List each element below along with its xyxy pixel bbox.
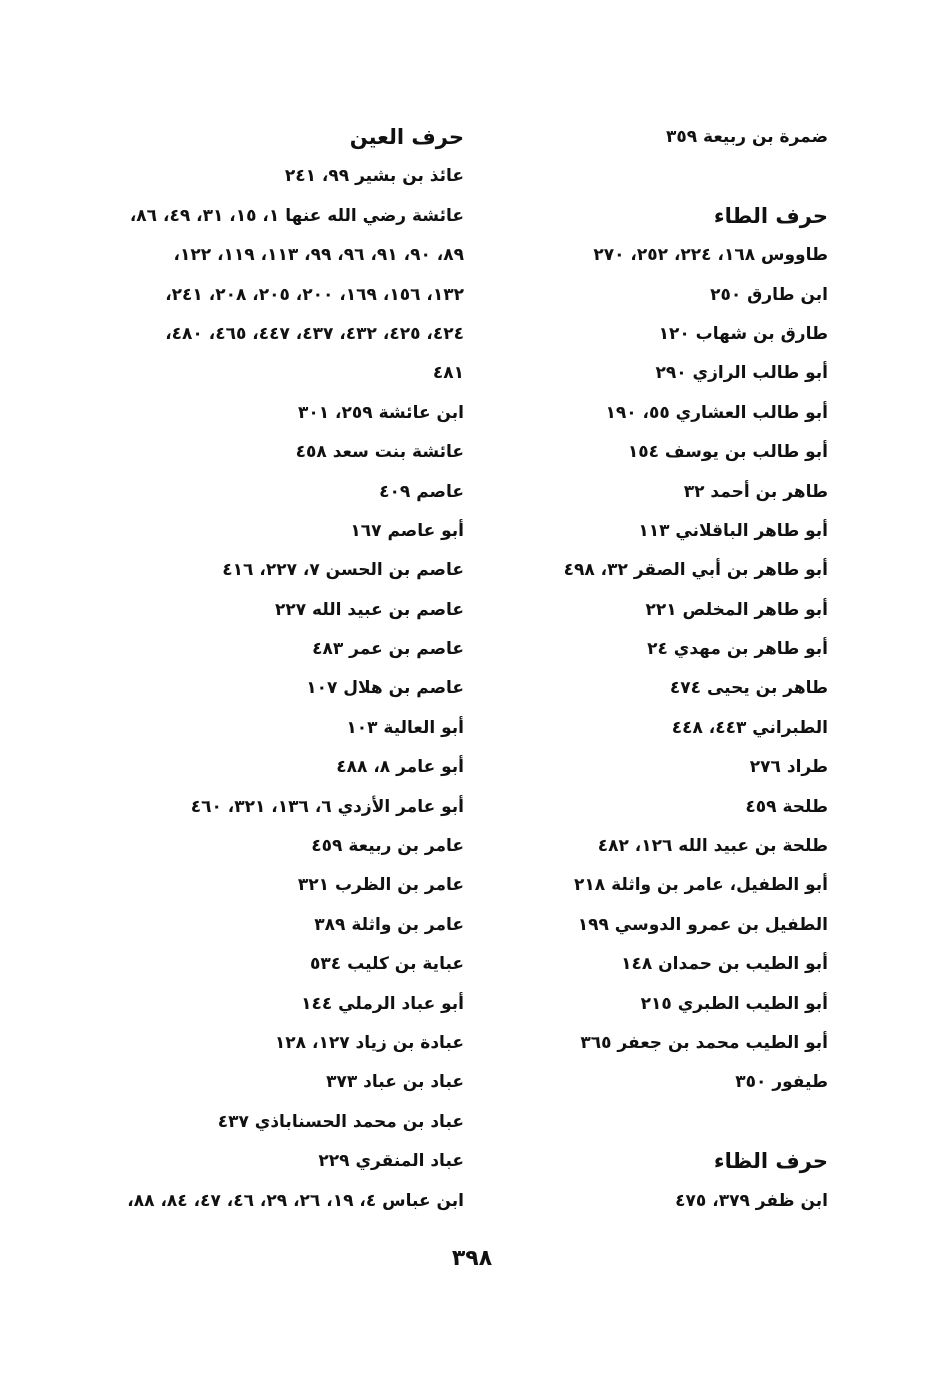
index-entry: عائذ بن بشير ٩٩، ٢٤١	[284, 166, 464, 187]
index-entry: عائشة رضي الله عنها ١، ١٥، ٣١، ٤٩، ٨٦،	[129, 205, 464, 226]
index-entry: عباد المنقري ٢٢٩	[318, 1151, 464, 1172]
index-entry: أبو طاهر بن أبي الصقر ٣٢، ٤٩٨	[563, 560, 828, 581]
index-entry: أبو طالب العشاري ٥٥، ١٩٠	[605, 402, 828, 423]
index-entry: أبو عباد الرملي ١٤٤	[301, 993, 464, 1014]
index-entry: عاصم ٤٠٩	[379, 481, 464, 502]
index-entry: أبو طالب بن يوسف ١٥٤	[627, 442, 828, 463]
index-entry: أبو الطيب الطبري ٢١٥	[640, 993, 828, 1014]
section-heading: حرف الظاء	[713, 1149, 828, 1174]
index-entry: ٨٩، ٩٠، ٩١، ٩٦، ٩٩، ١١٣، ١١٩، ١٢٢،	[173, 245, 464, 266]
index-entry: أبو الطفيل، عامر بن واثلة ٢١٨	[574, 875, 828, 896]
index-entry: طلحة ٤٥٩	[745, 796, 828, 817]
index-entry: ابن عباس ٤، ١٩، ٢٦، ٢٩، ٤٦، ٤٧، ٨٤، ٨٨،	[127, 1190, 464, 1211]
index-entry: عائشة بنت سعد ٤٥٨	[295, 442, 464, 463]
index-entry: أبو عامر الأزدي ٦، ١٣٦، ٣٢١، ٤٦٠	[190, 796, 464, 817]
section-heading: حرف العين	[349, 125, 464, 149]
index-entry: عاصم بن عبيد الله ٢٢٧	[274, 599, 464, 620]
spacer	[548, 157, 828, 196]
index-entry: أبو العالية ١٠٣	[346, 717, 464, 738]
index-entry: ٤٨١	[432, 363, 464, 384]
index-entry: عاصم بن الحسن ٧، ٢٢٧، ٤١٦	[222, 560, 464, 581]
index-entry: ابن ظفر ٣٧٩، ٤٧٥	[675, 1190, 828, 1211]
index-entry: عبادة بن زياد ١٢٧، ١٢٨	[274, 1032, 464, 1053]
index-entry: الطبراني ٤٤٣، ٤٤٨	[671, 717, 828, 738]
index-entry: طاهر بن يحيى ٤٧٤	[669, 678, 828, 699]
index-entry: طلحة بن عبيد الله ١٢٦، ٤٨٢	[597, 836, 828, 857]
spacer	[548, 1103, 828, 1142]
index-entry: طاووس ١٦٨، ٢٢٤، ٢٥٢، ٢٧٠	[593, 245, 828, 266]
index-entry: أبو طاهر المخلص ٢٢١	[645, 599, 828, 620]
index-entry: ضمرة بن ربيعة ٣٥٩	[665, 127, 828, 147]
index-column-right	[548, 118, 828, 1221]
index-entry: ٤٢٤، ٤٢٥، ٤٣٢، ٤٣٧، ٤٤٧، ٤٦٥، ٤٨٠،	[165, 323, 464, 344]
index-entry: الطفيل بن عمرو الدوسي ١٩٩	[577, 914, 828, 935]
index-entry: أبو عامر ٨، ٤٨٨	[336, 757, 464, 778]
index-entry: أبو الطيب محمد بن جعفر ٣٦٥	[580, 1032, 828, 1053]
index-entry: عامر بن الظرب ٣٢١	[297, 875, 464, 896]
index-entry: ابن عائشة ٢٥٩، ٣٠١	[297, 402, 464, 423]
index-entry: أبو طاهر الباقلاني ١١٣	[638, 520, 828, 541]
index-entry: عاصم بن هلال ١٠٧	[306, 678, 464, 699]
index-entry: أبو طاهر بن مهدي ٢٤	[647, 639, 828, 660]
index-entry: طيفور ٣٥٠	[735, 1072, 828, 1093]
index-entry: أبو طالب الرازي ٢٩٠	[655, 363, 828, 384]
index-entry: ابن طارق ٢٥٠	[710, 284, 828, 305]
page-number: ٣٩٨	[451, 1246, 493, 1271]
index-entry: أبو عاصم ١٦٧	[350, 520, 464, 541]
index-column-left	[84, 118, 464, 1221]
index-entry: عباية بن كليب ٥٣٤	[310, 954, 464, 975]
index-entry: عباد بن محمد الحسناباذي ٤٣٧	[217, 1111, 464, 1132]
index-entry: ١٣٢، ١٥٦، ١٦٩، ٢٠٠، ٢٠٥، ٢٠٨، ٢٤١،	[165, 284, 464, 305]
index-entry: عامر بن ربيعة ٤٥٩	[311, 836, 464, 857]
index-entry: عاصم بن عمر ٤٨٣	[312, 639, 464, 660]
index-entry: طراد ٢٧٦	[749, 757, 828, 778]
index-entry: أبو الطيب بن حمدان ١٤٨	[621, 954, 828, 975]
section-heading: حرف الطاء	[713, 203, 828, 228]
index-entry: طاهر بن أحمد ٣٢	[683, 481, 828, 502]
index-entry: طارق بن شهاب ١٢٠	[658, 323, 828, 344]
index-entry: عامر بن واثلة ٣٨٩	[314, 914, 464, 935]
index-entry: عباد بن عباد ٣٧٣	[326, 1072, 464, 1093]
